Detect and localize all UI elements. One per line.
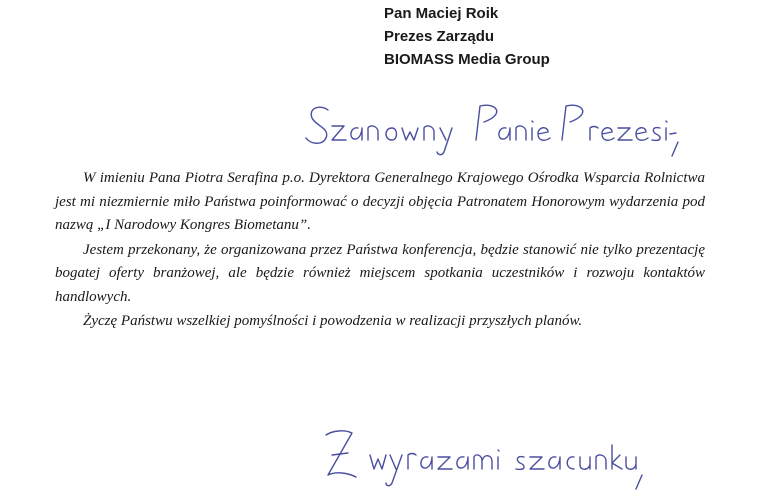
addressee-company: BIOMASS Media Group — [384, 51, 550, 68]
body-paragraph: W imieniu Pana Piotra Serafina p.o. Dyrektora Generalnego Krajowego Ośrodka Wsparcia Rolnictwa jest mi niezmiernie miło Państwa poinformować o decyzji objęcia Patronatem Honorowym wydarzenia pod nazwą „I Narodowy Kongres Biometanu”. — [55, 170, 705, 233]
letter-body — [55, 167, 705, 334]
body-paragraph: Życzę Państwu wszelkiej pomyślności i powodzenia w realizacji przyszłych planów. — [83, 313, 583, 329]
addressee-block — [384, 2, 550, 71]
addressee-name: Pan Maciej Roik — [384, 5, 499, 22]
handwritten-greeting — [300, 92, 680, 162]
body-paragraph: Jestem przekonany, że organizowana przez Państwa konferencja, będzie stanowić nie tylko prezentację bogatej oferty branżowej, ale będzie również miejscem spotkania uczestników i rozwoju kontaktów handlowych. — [55, 241, 705, 305]
handwritten-closing — [318, 425, 648, 495]
addressee-position: Prezes Zarządu — [384, 28, 495, 45]
